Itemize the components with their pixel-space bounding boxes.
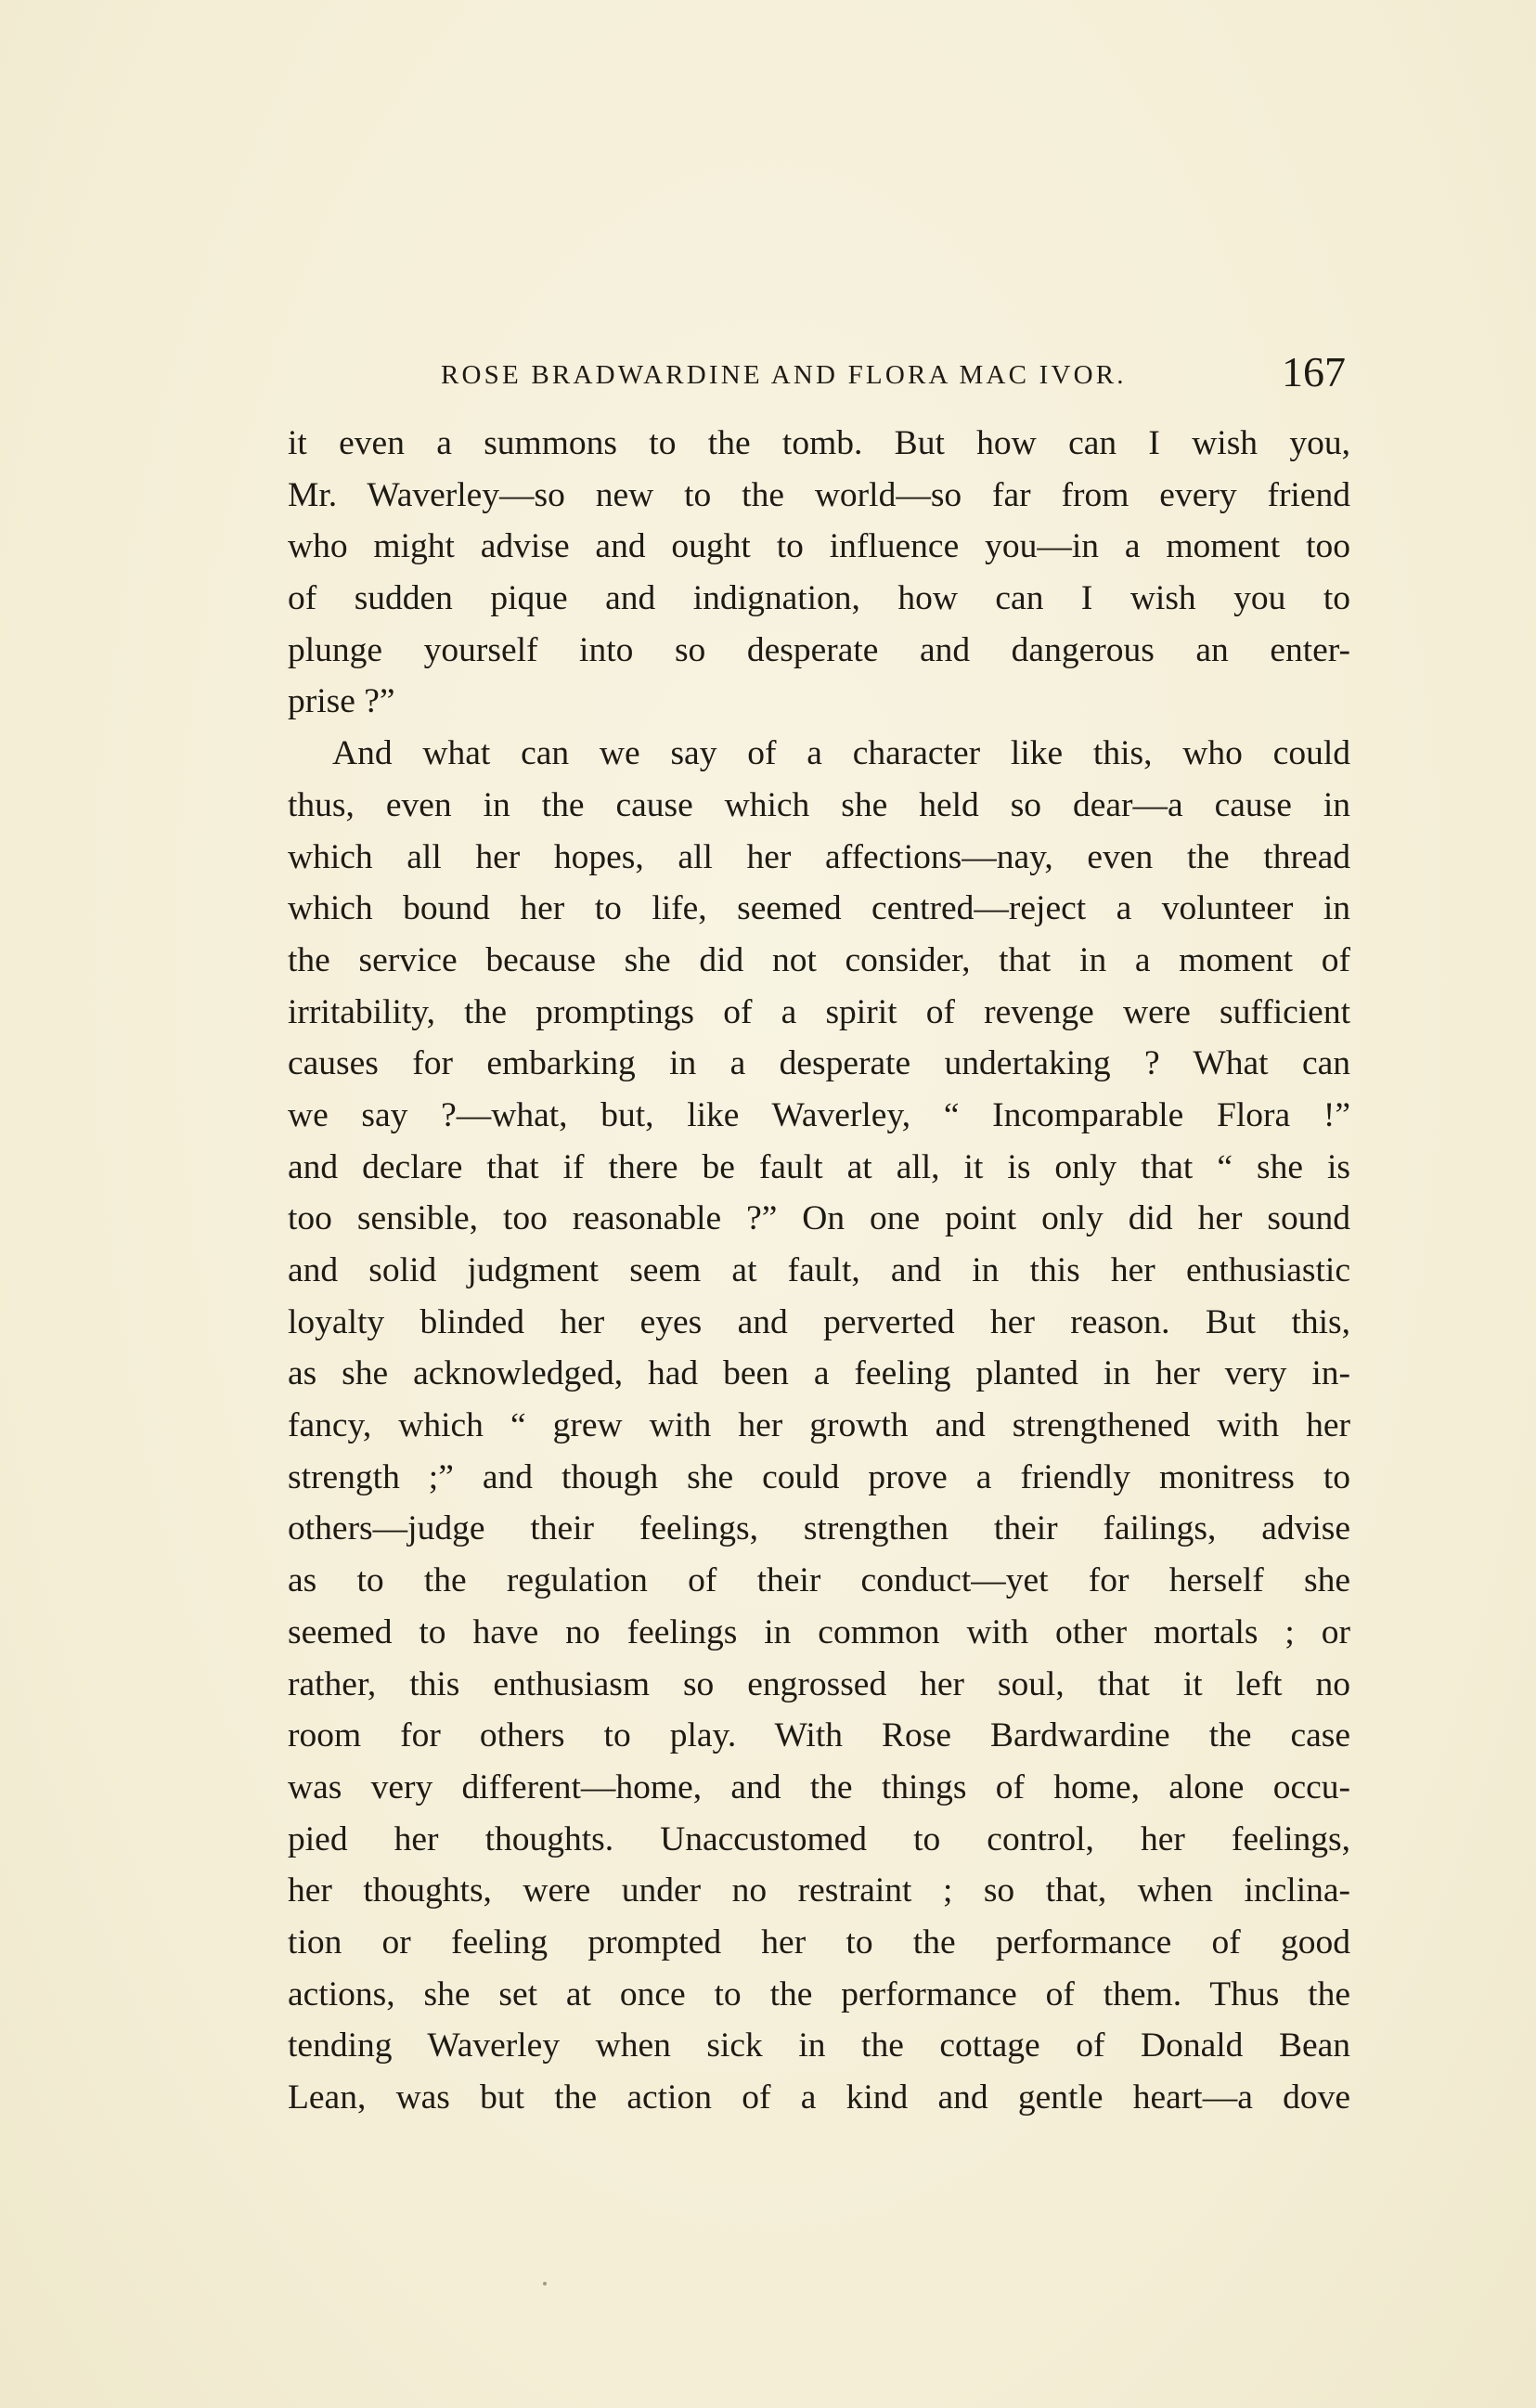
body-text [288, 418, 1350, 2124]
text-line: others—judge their feelings, strengthen their failings, advise [288, 1509, 1350, 1548]
text-line: loyalty blinded her eyes and perverted her reason. But this, [288, 1302, 1350, 1341]
text-line: Mr. Waverley—so new to the world—so far from every friend [288, 475, 1350, 514]
text-line: the service because she did not consider, that in a moment of [288, 940, 1350, 979]
text-line: Lean, was but the action of a kind and gentle heart—a dove [288, 2078, 1350, 2117]
text-line: we say ?—what, but, like Waverley, “ Incomparable Flora !” [288, 1095, 1350, 1134]
page-number: 167 [1282, 348, 1346, 395]
text-line: tion or feeling prompted her to the performance of good [288, 1923, 1350, 1961]
text-line: and declare that if there be fault at all, it is only that “ she is [288, 1147, 1350, 1186]
text-line: causes for embarking in a desperate undertaking ? What can [288, 1044, 1350, 1083]
text-line: it even a summons to the tomb. But how can I wish you, [288, 424, 1350, 462]
text-line: which all her hopes, all her affections—nay, even the thread [288, 837, 1350, 876]
text-line: as to the regulation of their conduct—yet for herself she [288, 1561, 1350, 1600]
text-line: of sudden pique and indignation, how can I wish you to [288, 579, 1350, 618]
text-line: actions, she set at once to the performance of them. Thus the [288, 1974, 1350, 2013]
text-line: prise ?” [288, 682, 395, 721]
text-line: was very different—home, and the things of home, alone occu- [288, 1767, 1350, 1806]
text-line: seemed to have no feelings in common with other mortals ; or [288, 1612, 1350, 1651]
text-line: her thoughts, were under no restraint ; so that, when inclina- [288, 1871, 1350, 1910]
text-line: pied her thoughts. Unaccustomed to control, her feelings, [288, 1819, 1350, 1858]
text-line: room for others to play. With Rose Bardwardine the case [288, 1716, 1350, 1755]
text-line: fancy, which “ grew with her growth and strengthened with her [288, 1406, 1350, 1445]
text-line: thus, even in the cause which she held so dear—a cause in [288, 785, 1350, 824]
text-line: plunge yourself into so desperate and dangerous an enter- [288, 630, 1350, 669]
running-title: ROSE BRADWARDINE AND FLORA MAC IVOR. [441, 360, 1127, 390]
text-line: irritability, the promptings of a spirit of revenge were sufficient [288, 992, 1350, 1031]
text-line: rather, this enthusiasm so engrossed her soul, that it left no [288, 1664, 1350, 1703]
text-line: which bound her to life, seemed centred—reject a volunteer in [288, 889, 1350, 928]
paper-speck [543, 2282, 547, 2285]
text-line: too sensible, too reasonable ?” On one point only did her sound [288, 1199, 1350, 1238]
text-line: as she acknowledged, had been a feeling planted in her very in- [288, 1354, 1350, 1393]
text-line: and solid judgment seem at fault, and in this her enthusiastic [288, 1251, 1350, 1289]
text-line: tending Waverley when sick in the cottage of Donald Bean [288, 2026, 1350, 2065]
text-line: who might advise and ought to influence you—in a moment too [288, 527, 1350, 566]
text-line: strength ;” and though she could prove a friendly monitress to [288, 1457, 1350, 1496]
running-head [288, 342, 1346, 397]
text-line: And what can we say of a character like this, who could [332, 734, 1350, 773]
